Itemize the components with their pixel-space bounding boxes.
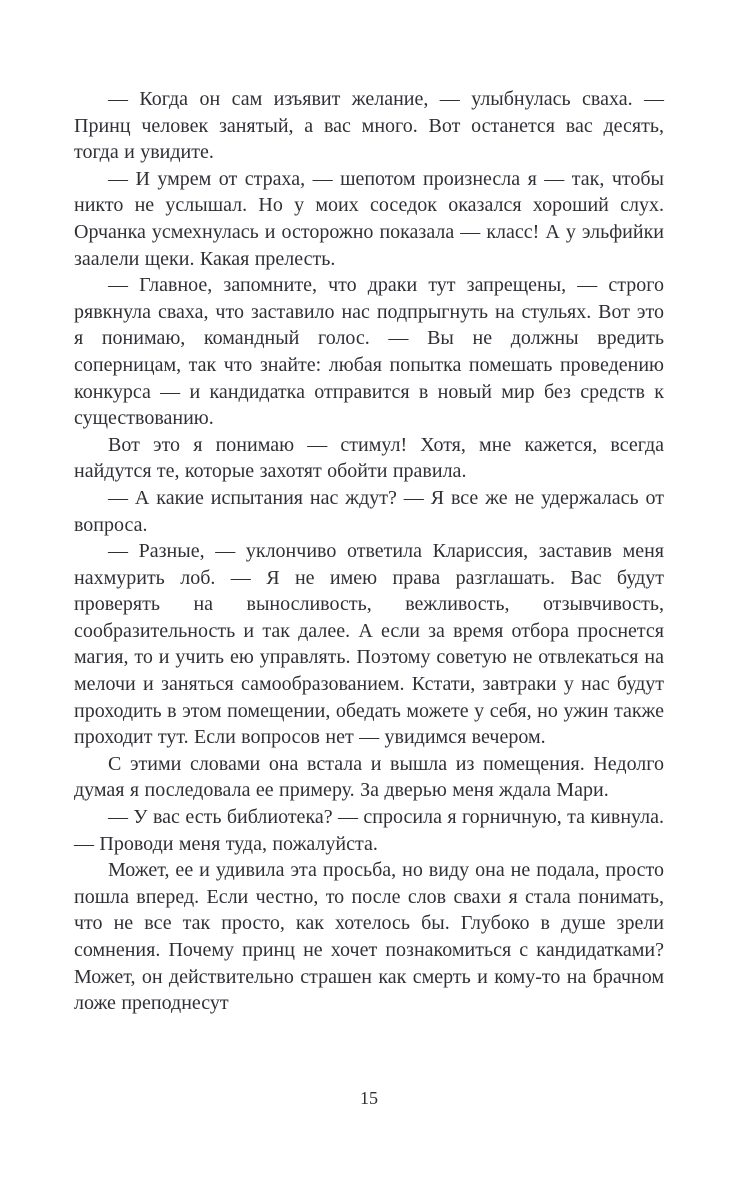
paragraph: — И умрем от страха, — шепотом произнесла я — так, чтобы никто не услышал. Но у моих соседок оказался хороший слух. Орчанка усмехнулась и осторожно показала — класс! А у эльфийки заалели щеки. Какая прелесть. [74,167,664,270]
paragraph: С этими словами она встала и вышла из помещения. Недолго думая я последовала ее примеру. За дверью меня ждала Мари. [74,752,664,802]
paragraph: Может, ее и удивила эта просьба, но виду она не подала, просто пошла вперед. Если честно, то после слов свахи я стала понимать, что не все так просто, как хотелось бы. Глубоко в душе зрели сомнения. Почему принц не хочет познакомиться с кандидатками? Может, он действительно страшен как смерть и кому-то на брачном ложе преподнесут [74,859,664,1015]
paragraph: — У вас есть библиотека? — спросила я горничную, та кивнула. — Проводи меня туда, пожалуйста. [74,806,664,855]
paragraph: — Разные, — уклончиво ответила Клариссия, заставив меня нахмурить лоб. — Я не имею права разглашать. Вас будут проверять на выносливость, вежливость, отзывчивость, сообразительность и так далее. А если за время отбора проснется магия, то и учить ею управлять. Поэтому советую не отвлекаться на мелочи и заняться самообразованием. Кстати, завтраки у нас будут проходить в этом помещении, обедать можете у себя, но ужин также проходит тут. Если вопросов нет — увидимся вечером. [74,540,664,749]
paragraph: — Когда он сам изъявит желание, — улыбнулась сваха. — Принц человек занятый, а вас много. Вот останется вас десять, тогда и увидите. [74,88,664,164]
text-block [74,86,664,1017]
paragraph: Вот это я понимаю — стимул! Хотя, мне кажется, всегда найдутся те, которые захотят обойти правила. [74,433,664,483]
page-number: 15 [360,1088,378,1108]
paragraph: — А какие испытания нас ждут? — Я все же не удержалась от вопроса. [74,486,664,536]
paragraph: — Главное, запомните, что драки тут запрещены, — строго рявкнула сваха, что заставило нас подпрыгнуть на стульях. Вот это я понимаю, командный голос. — Вы не должны вредить соперницам, так что знайте: любая попытка помешать проведению конкурса — и кандидатка отправится в новый мир без средств к существованию. [74,274,664,430]
